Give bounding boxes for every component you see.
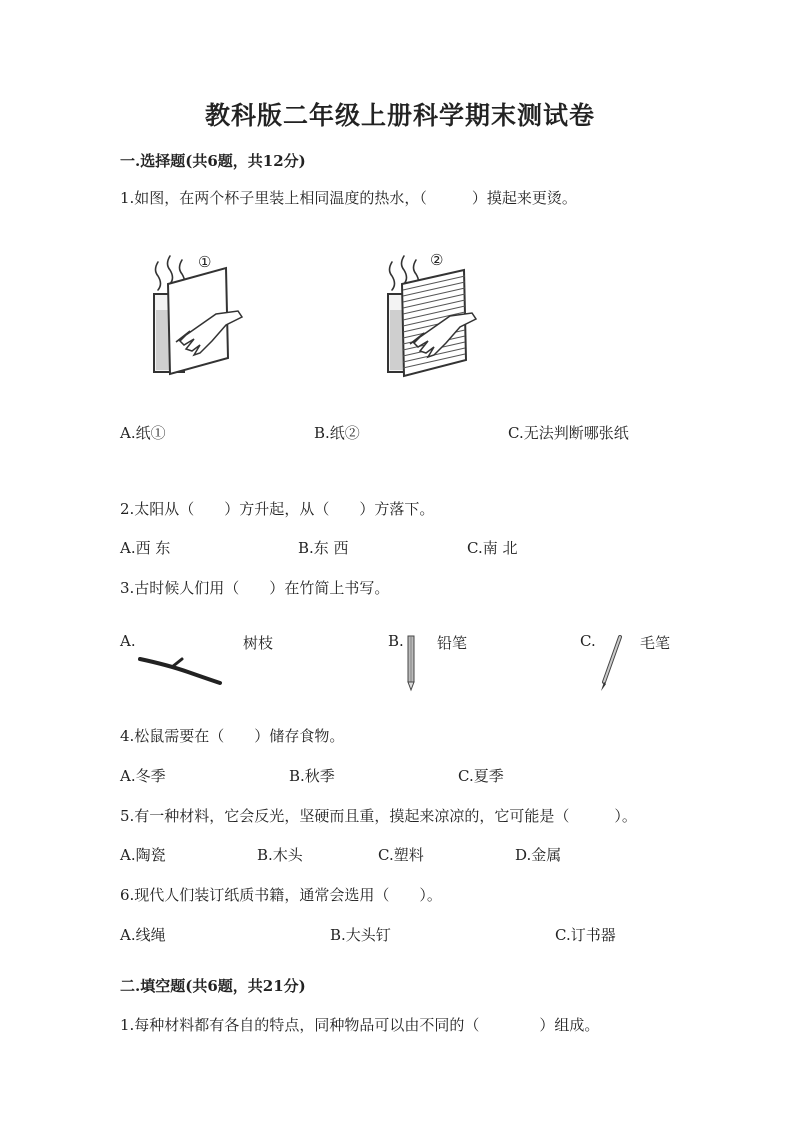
section-heading-choice: 一.选择题(共6题，共12分) [120, 152, 306, 170]
q3-option-a[interactable]: A. [120, 632, 136, 650]
pencil-icon [405, 634, 417, 692]
q5-option-b[interactable]: B.木头 [257, 846, 303, 864]
q6-option-c[interactable]: C.订书器 [555, 926, 616, 944]
q3-caption-brush: 毛笔 [640, 634, 671, 652]
q4-option-c[interactable]: C.夏季 [458, 767, 504, 785]
figure-mark-1: ① [198, 253, 212, 271]
page-title: 教科版二年级上册科学期末测试卷 [204, 101, 595, 130]
twig-icon [138, 655, 224, 687]
q2-option-a[interactable]: A.西 东 [120, 539, 171, 557]
q4-option-a[interactable]: A.冬季 [120, 767, 166, 785]
q3-option-b[interactable]: B. [388, 632, 404, 650]
q3-caption-twig: 树枝 [243, 634, 274, 652]
q1-option-c[interactable]: C.无法判断哪张纸 [508, 424, 629, 442]
q4-option-b[interactable]: B.秋季 [289, 767, 335, 785]
cup-corrugated-paper-figure [380, 250, 490, 385]
q2-option-c[interactable]: C.南 北 [467, 539, 518, 557]
q5-option-c[interactable]: C.塑料 [378, 846, 424, 864]
section-heading-fill-blank: 二.填空题(共6题，共21分) [120, 977, 306, 995]
question-4-text: 4.松鼠需要在（ ）储存食物。 [120, 727, 345, 745]
question-6-text: 6.现代人们装订纸质书籍，通常会选用（ ）。 [120, 886, 442, 904]
figure-mark-2: ② [430, 251, 444, 269]
question-3-text: 3.古时候人们用（ ）在竹简上书写。 [120, 579, 390, 597]
q3-option-c[interactable]: C. [580, 632, 596, 650]
q2-option-b[interactable]: B.东 西 [298, 539, 349, 557]
q5-option-d[interactable]: D.金属 [515, 846, 562, 864]
fill-question-1-text: 1.每种材料都有各自的特点，同种物品可以由不同的（ ）组成。 [120, 1016, 600, 1034]
q6-option-b[interactable]: B.大头钉 [330, 926, 391, 944]
question-5-text: 5.有一种材料，它会反光，坚硬而且重，摸起来凉凉的，它可能是（ ）。 [120, 807, 637, 825]
q6-option-a[interactable]: A.线绳 [120, 926, 166, 944]
q3-caption-pencil: 铅笔 [437, 634, 468, 652]
question-1-text: 1.如图，在两个杯子里装上相同温度的热水，（ ）摸起来更烫。 [120, 189, 577, 207]
q5-option-a[interactable]: A.陶瓷 [120, 846, 166, 864]
q1-option-b[interactable]: B.纸② [314, 424, 360, 442]
q1-option-a[interactable]: A.纸① [120, 424, 166, 442]
question-2-text: 2.太阳从（ ）方升起，从（ ）方落下。 [120, 500, 435, 518]
brush-pen-icon [596, 634, 626, 694]
